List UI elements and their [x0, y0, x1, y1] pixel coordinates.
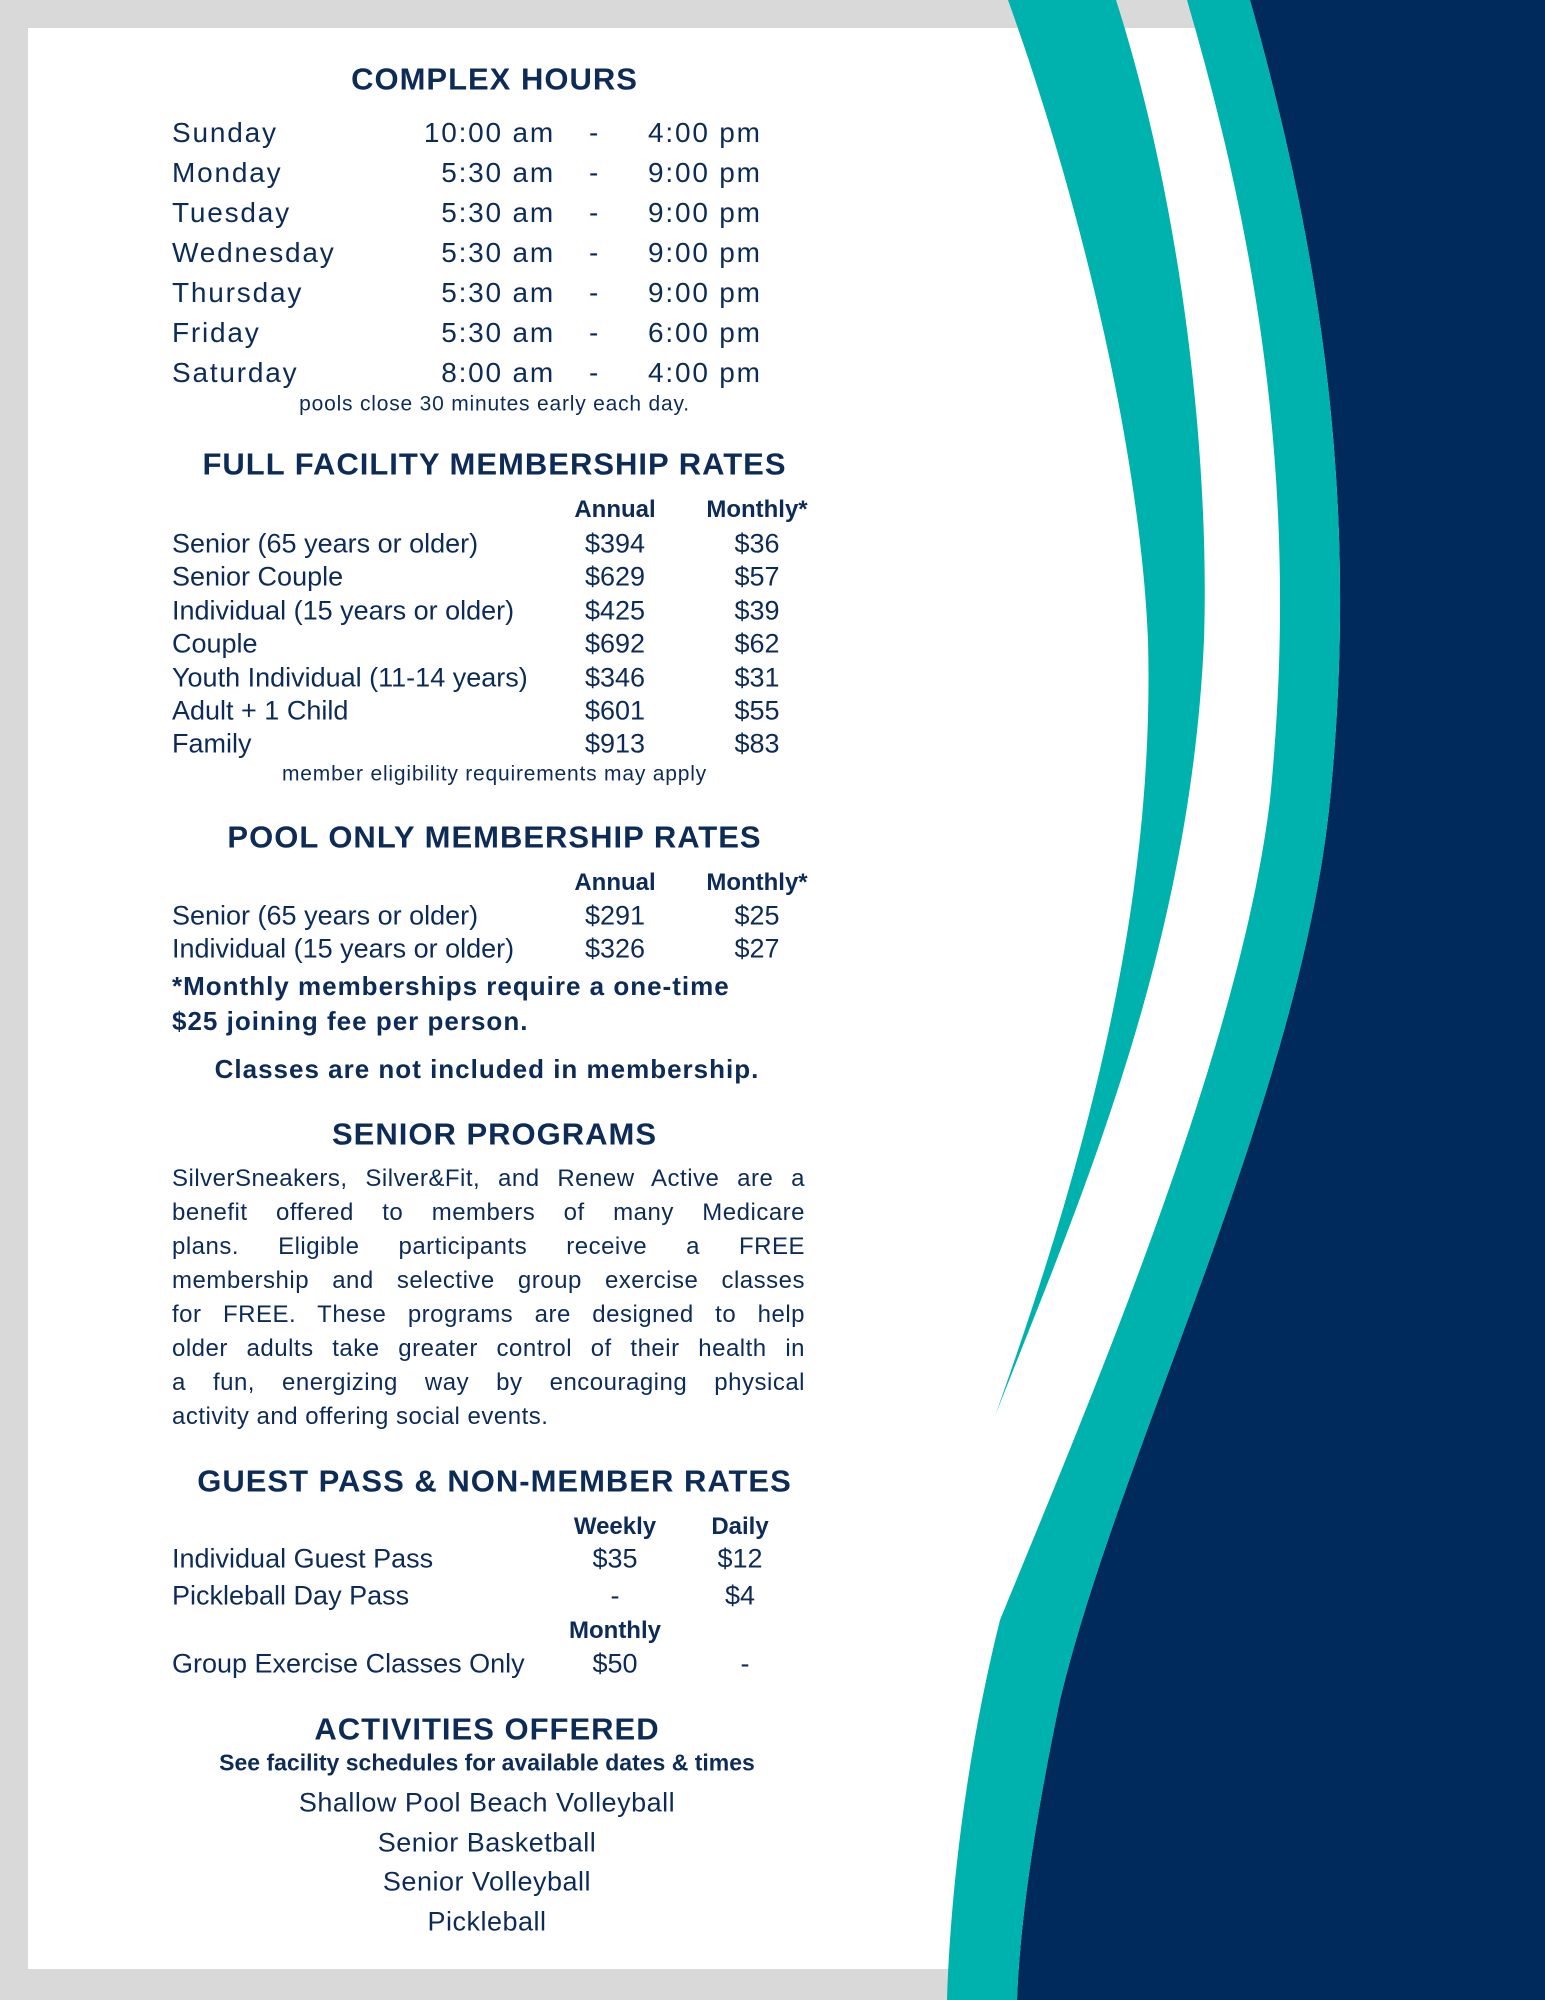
rate-label: Adult + 1 Child	[172, 695, 349, 726]
hours-day: Wednesday	[172, 237, 336, 268]
rate-label: Senior (65 years or older)	[172, 900, 479, 931]
hours-day: Thursday	[172, 277, 304, 308]
senior-programs-title: SENIOR PROGRAMS	[331, 1116, 658, 1152]
activities-subtitle: See facility schedules for available dates & times	[219, 1749, 755, 1776]
hours-separator: -	[589, 357, 601, 388]
column-header: Annual	[574, 869, 656, 896]
hours-close: 9:00 pm	[648, 237, 762, 268]
paragraph-line: older adults take greater control of their health in	[172, 1335, 805, 1362]
rate-label: Individual (15 years or older)	[172, 595, 515, 626]
rate-value-1: $394	[584, 528, 646, 559]
column-header: Annual	[574, 496, 656, 523]
eligibility-note: member eligibility requirements may apply	[282, 762, 707, 786]
rate-value-1: $425	[584, 595, 646, 626]
rate-value-2: $12	[717, 1543, 763, 1574]
activity-item: Senior Volleyball	[382, 1866, 592, 1897]
rate-value-2: $62	[734, 628, 780, 659]
classes-note: Classes are not included in membership.	[214, 1054, 760, 1084]
rate-value-1: $692	[584, 628, 646, 659]
rate-value-2: $36	[734, 528, 780, 559]
hours-note: pools close 30 minutes early each day.	[299, 392, 690, 416]
rate-value-1: $346	[584, 662, 646, 693]
hours-day: Tuesday	[172, 197, 291, 228]
paragraph-line: SilverSneakers, Silver&Fit, and Renew Active are a	[172, 1165, 805, 1192]
rate-value-2: $57	[734, 561, 780, 592]
rate-value-2: $27	[734, 933, 780, 964]
paragraph-line: activity and offering social events.	[172, 1403, 549, 1430]
paragraph-line: a fun, energizing way by encouraging physical	[172, 1369, 805, 1396]
rate-value-1: $913	[584, 728, 646, 759]
paragraph-line: for FREE. These programs are designed to help	[172, 1301, 805, 1328]
hours-close: 9:00 pm	[648, 157, 762, 188]
hours-separator: -	[589, 197, 601, 228]
hours-close: 9:00 pm	[648, 277, 762, 308]
hours-open: 5:30 am	[441, 197, 555, 228]
rate-value-1: $629	[584, 561, 646, 592]
rate-label: Senior Couple	[172, 561, 344, 592]
senior-programs-paragraph	[172, 1162, 805, 1434]
paragraph-line: plans. Eligible participants receive a FREE	[172, 1233, 805, 1260]
hours-open: 8:00 am	[441, 357, 555, 388]
rate-label: Family	[172, 728, 252, 759]
hours-close: 6:00 pm	[648, 317, 762, 348]
rate-value-2: $39	[734, 595, 780, 626]
hours-open: 5:30 am	[441, 237, 555, 268]
full-facility-title: FULL FACILITY MEMBERSHIP RATES	[202, 446, 787, 482]
column-header: Daily	[711, 1513, 769, 1540]
rate-label: Youth Individual (11-14 years)	[172, 662, 528, 693]
hours-separator: -	[589, 117, 601, 148]
rate-value-2: $4	[724, 1580, 756, 1611]
rate-value-2: $83	[734, 728, 780, 759]
rate-label: Individual Guest Pass	[172, 1543, 434, 1574]
hours-open: 5:30 am	[441, 317, 555, 348]
activity-item: Senior Basketball	[377, 1827, 597, 1858]
hours-separator: -	[589, 317, 601, 348]
complex-hours-title: COMPLEX HOURS	[351, 61, 638, 97]
activities-title: ACTIVITIES OFFERED	[314, 1711, 660, 1747]
hours-close: 4:00 pm	[648, 357, 762, 388]
hours-day: Friday	[172, 317, 261, 348]
hours-day: Saturday	[172, 357, 299, 388]
hours-open: 5:30 am	[441, 157, 555, 188]
column-header: Monthly	[569, 1617, 661, 1644]
rate-value-2: $55	[734, 695, 780, 726]
rate-label: Group Exercise Classes Only	[172, 1648, 525, 1679]
rate-label: Individual (15 years or older)	[172, 933, 515, 964]
rate-value-2: -	[740, 1648, 750, 1679]
rate-label: Pickleball Day Pass	[172, 1580, 410, 1611]
hours-separator: -	[589, 277, 601, 308]
hours-close: 9:00 pm	[648, 197, 762, 228]
rate-value-2: $25	[734, 900, 780, 931]
column-header: Monthly*	[706, 869, 808, 896]
rate-label: Couple	[172, 628, 258, 659]
hours-day: Sunday	[172, 117, 278, 148]
column-header: Weekly	[573, 1513, 657, 1540]
rate-value-1: -	[610, 1580, 620, 1611]
hours-separator: -	[589, 157, 601, 188]
guest-pass-title: GUEST PASS & NON-MEMBER RATES	[197, 1463, 792, 1499]
rate-value-1: $601	[584, 695, 646, 726]
hours-open: 10:00 am	[423, 117, 555, 148]
column-header: Monthly*	[706, 496, 808, 523]
hours-day: Monday	[172, 157, 283, 188]
pool-only-title: POOL ONLY MEMBERSHIP RATES	[227, 819, 762, 855]
hours-close: 4:00 pm	[648, 117, 762, 148]
rate-value-1: $50	[592, 1648, 638, 1679]
paragraph-line: membership and selective group exercise classes	[172, 1267, 805, 1294]
rate-value-1: $326	[584, 933, 646, 964]
joining-fee-note-2: $25 joining fee per person.	[172, 1006, 529, 1036]
hours-open: 5:30 am	[441, 277, 555, 308]
rate-value-2: $31	[734, 662, 780, 693]
rate-value-1: $291	[584, 900, 646, 931]
hours-separator: -	[589, 237, 601, 268]
joining-fee-note-1: *Monthly memberships require a one-time	[172, 971, 730, 1001]
rate-label: Senior (65 years or older)	[172, 528, 479, 559]
activity-item: Pickleball	[427, 1906, 547, 1937]
rate-value-1: $35	[592, 1543, 638, 1574]
activity-item: Shallow Pool Beach Volleyball	[298, 1787, 676, 1818]
paragraph-line: benefit offered to members of many Medicare	[172, 1199, 805, 1226]
